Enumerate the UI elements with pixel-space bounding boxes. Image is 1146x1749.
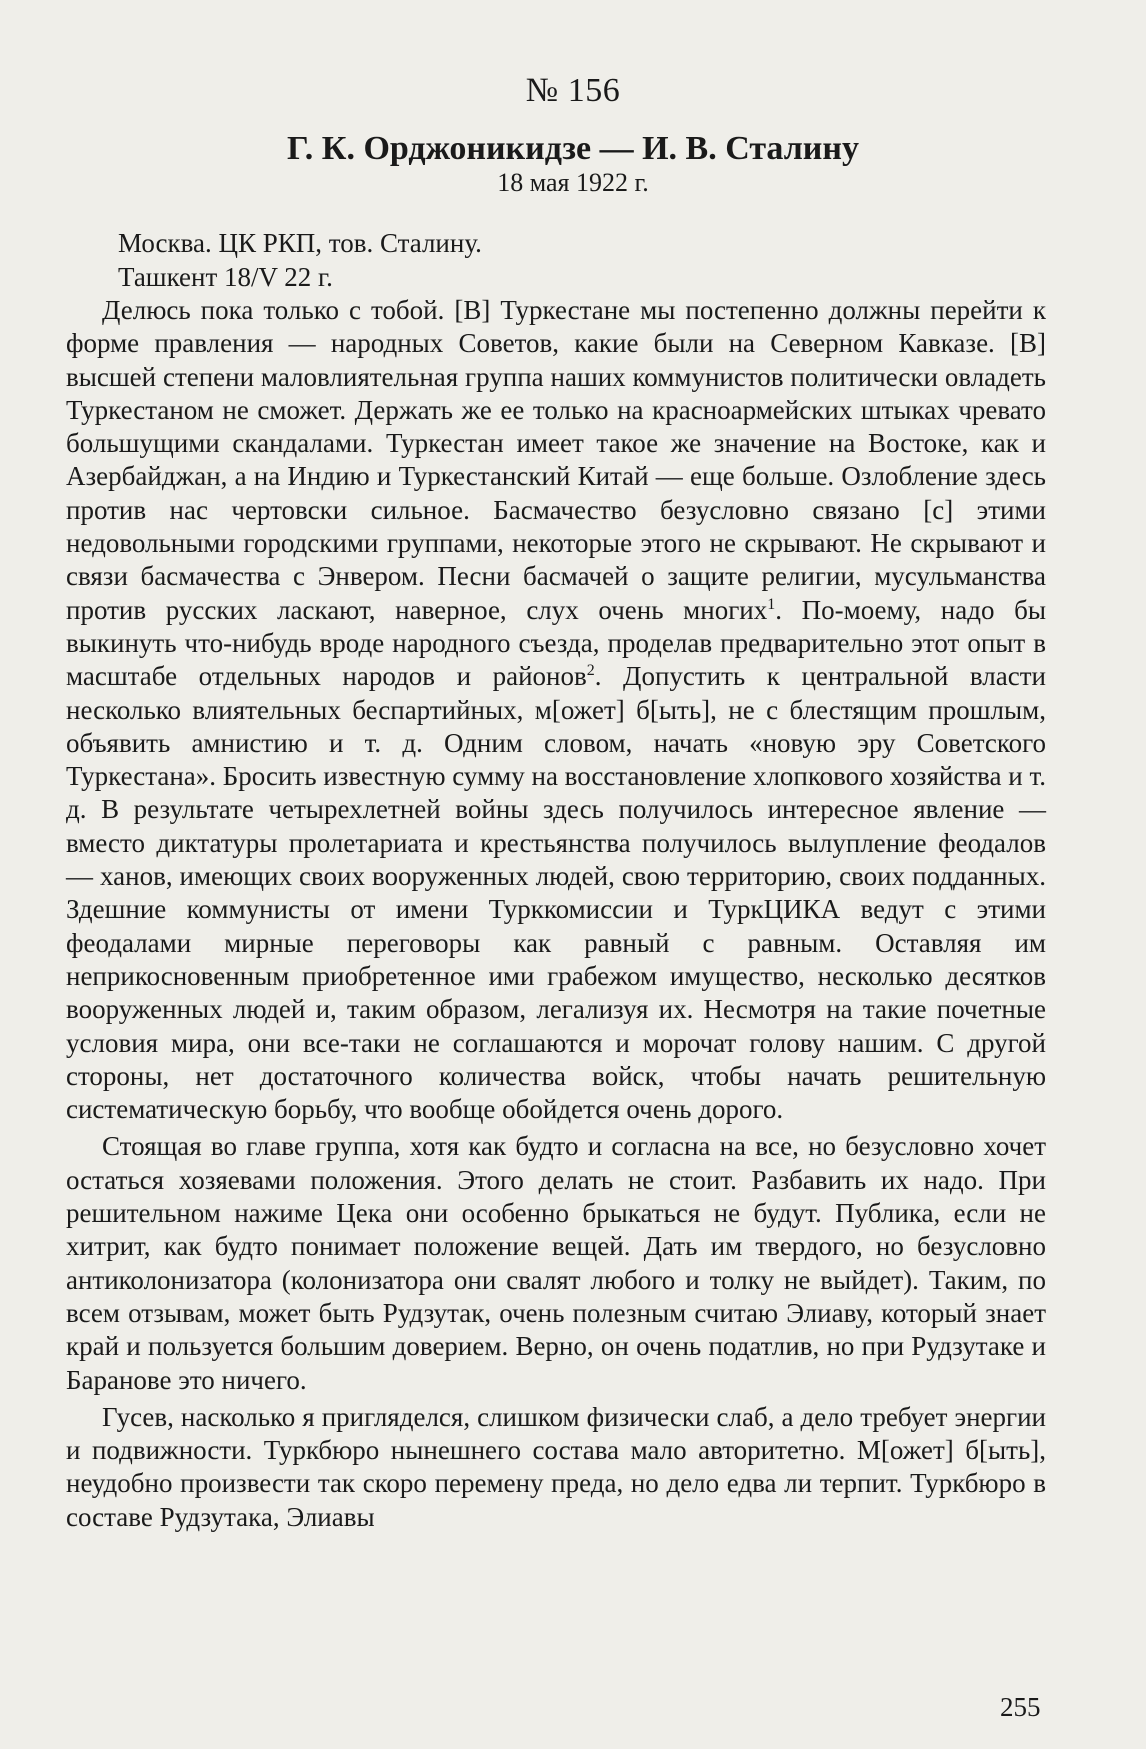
address-origin: Ташкент 18/V 22 г. xyxy=(118,262,333,292)
paragraph-3: Гусев, насколько я пригляделся, слишком физически слаб, а дело требует энергии и подвижности. Туркбюро нынешнего состава мало авторитетно. М[ожет] б[ыть], неудобно произвести так скоро перемену преда, но дело едва ли терпит. Туркбюро в составе Рудзутака, Элиавы xyxy=(66,1401,1046,1532)
paragraph-1 xyxy=(66,294,1046,1126)
document-number: № 156 xyxy=(525,72,621,109)
paragraph-2: Стоящая во главе группа, хотя как будто и согласна на все, но безусловно хочет остаться хозяевами положения. Этого делать не стоит. Разбавить их надо. При решительном нажиме Цека они особенно брыкаться не будут. Публика, если не хитрит, как будто понимает положение вещей. Дать им твердого, но безусловно антиколонизатора (колонизатора они свалят любого и толку не выйдет). Таким, по всем отзывам, может быть Рудзутак, очень полезным считаю Элиаву, который знает край и пользуется большим доверием. Верно, он очень податлив, но при Рудзутаке и Баранове это ничего. xyxy=(66,1131,1046,1395)
paragraph-1-part-3: . Допустить к центральной власти несколько влиятельных беспартийных, м[ожет] б[ыть], не с блестящим прошлым, объявить амнистию и т. д. Одним словом, начать «новую эру Советского Туркестана». Бросить известную сумму на восстановление хлопкового хозяйства и т. д. В результате четырехлетней войны здесь получилось интересное явление — вместо диктатуры пролетариата и крестьянства получилось вылупление феодалов — ханов, имеющих своих вооруженных людей, свою территорию, своих подданных. Здешние коммунисты от имени Турккомиссии и ТуркЦИКА ведут с этими феодалами мирные переговоры как равный с равным. Оставляя им неприкосновенным приобретенное ими грабежом имущество, несколько десятков вооруженных людей и, таким образом, легализуя их. Несмотря на такие почетные условия мира, они все-таки не соглашаются и морочат голову нашим. С другой стороны, нет достаточного количества войск, чтобы начать решительную систематическую борьбу, что вообще обойдется очень дорого. xyxy=(66,661,1046,1125)
page-number: 255 xyxy=(1000,1692,1041,1722)
paragraph-1-part-2: . По-моему, надо бы выкинуть что-нибудь вроде народного съезда, проделав предварительно этот опыт в масштабе отдельных народов и районов xyxy=(66,594,1046,692)
footnote-marker-2: 2 xyxy=(586,662,595,680)
paragraph-1-part-1: Делюсь пока только с тобой. [В] Туркестане мы постепенно должны перейти к форме правления — народных Советов, какие были на Северном Кавказе. [В] высшей степени маловлиятельная группа наших коммунистов политически овладеть Туркестаном не сможет. Держать же ее только на красноармейских штыках чревато большущими скандалами. Туркестан имеет такое же значение на Востоке, как и Азербайджан, а на Индию и Туркестанский Китай — еще больше. Озлобление здесь против нас чертовски сильное. Басмачество безусловно связано [с] этими недовольными городскими группами, некоторые этого не скрывают. Не скрывают и связи басмачества с Энвером. Песни басмачей о защите религии, мусульманства против русских ласкают, наверное, слух очень многих xyxy=(66,295,1046,625)
address-recipient: Москва. ЦК РКП, тов. Сталину. xyxy=(118,228,482,258)
footnote-marker-1: 1 xyxy=(767,595,776,613)
letter-body xyxy=(66,294,1046,1534)
document-date: 18 мая 1922 г. xyxy=(497,168,649,197)
document-title: Г. К. Орджоникидзе — И. В. Сталину xyxy=(287,130,859,167)
